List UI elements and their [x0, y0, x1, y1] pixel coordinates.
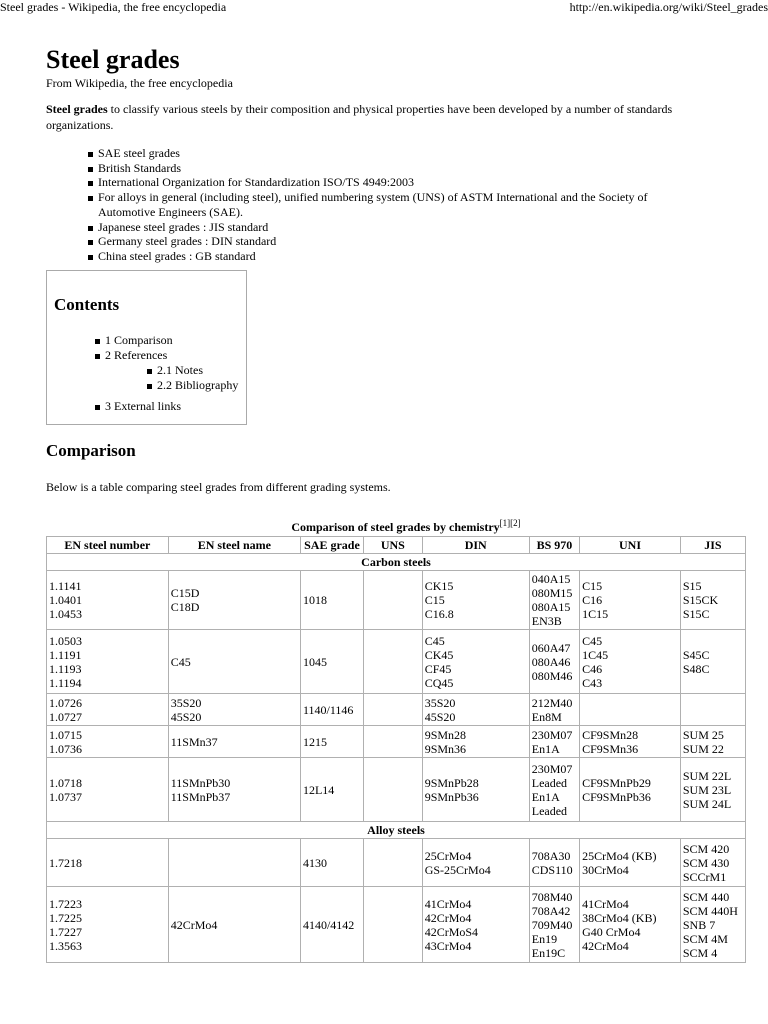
table-cell: 4130: [300, 839, 363, 887]
table-row: [47, 839, 746, 887]
caption-references[interactable]: [1][2]: [499, 518, 521, 528]
group-row: [47, 822, 746, 839]
table-header-row: [47, 537, 746, 554]
column-header: EN steel name: [168, 537, 300, 554]
toc-item-notes[interactable]: 2.1 Notes: [157, 363, 238, 378]
table-caption: [46, 518, 766, 535]
table-cell: 708A30 CDS110: [529, 839, 579, 887]
table-cell: SUM 22L SUM 23L SUM 24L: [680, 758, 745, 822]
table-cell: C45 CK45 CF45 CQ45: [422, 630, 529, 694]
table-cell: 230M07 Leaded En1A Leaded: [529, 758, 579, 822]
browser-url[interactable]: http://en.wikipedia.org/wiki/Steel_grades: [569, 0, 768, 14]
toc-list: [105, 333, 238, 414]
table-cell: 25CrMo4 GS-25CrMo4: [422, 839, 529, 887]
column-header: EN steel number: [47, 537, 169, 554]
standards-list-item[interactable]: Japanese steel grades : JIS standard: [98, 220, 698, 235]
table-cell: 1215: [300, 726, 363, 758]
table-cell: CF9SMnPb29 CF9SMnPb36: [580, 758, 681, 822]
section-heading-comparison: Comparison: [46, 441, 136, 460]
table-cell: 12L14: [300, 758, 363, 822]
table-row: [47, 630, 746, 694]
column-header: BS 970: [529, 537, 579, 554]
column-header: SAE grade: [300, 537, 363, 554]
intro-text: to classify various steels by their composition and physical properties have been developed by a number of standards organizations.: [46, 102, 673, 132]
table-cell: C45 1C45 C46 C43: [580, 630, 681, 694]
toc-item-bibliography[interactable]: 2.2 Bibliography: [157, 378, 239, 392]
standards-list-item[interactable]: Germany steel grades : DIN standard: [98, 234, 698, 249]
toc-item-label[interactable]: 2 References: [105, 348, 168, 362]
column-header: JIS: [680, 537, 745, 554]
toc-item-references[interactable]: [105, 348, 238, 393]
intro-bold-term: Steel grades: [46, 102, 108, 116]
page-subtitle: From Wikipedia, the free encyclopedia: [46, 76, 233, 90]
table-cell: S45C S48C: [680, 630, 745, 694]
column-header: UNS: [363, 537, 422, 554]
table-cell: 11SMnPb30 11SMnPb37: [168, 758, 300, 822]
group-label: Alloy steels: [47, 822, 746, 839]
column-header: DIN: [422, 537, 529, 554]
table-cell: SCM 440 SCM 440H SNB 7 SCM 4M SCM 4: [680, 887, 745, 963]
steel-grades-table: [46, 536, 746, 963]
table-cell: [363, 630, 422, 694]
table-cell: [363, 758, 422, 822]
table-cell: 060A47 080A46 080M46: [529, 630, 579, 694]
table-cell: 1.0726 1.0727: [47, 694, 169, 726]
standards-list-item[interactable]: For alloys in general (including steel), unified numbering system (UNS) of ASTM International and the Society of Automotive Engineers (SAE).: [98, 190, 698, 219]
table-cell: C15D C18D: [168, 571, 300, 630]
table-cell: 1140/1146: [300, 694, 363, 726]
table-cell: SCM 420 SCM 430 SCCrM1: [680, 839, 745, 887]
table-cell: 4140/4142: [300, 887, 363, 963]
table-row: [47, 694, 746, 726]
table-body: [47, 554, 746, 963]
table-cell: 1045: [300, 630, 363, 694]
table-cell: [363, 887, 422, 963]
table-of-contents: [46, 270, 247, 425]
table-cell: 35S20 45S20: [168, 694, 300, 726]
table-cell: SUM 25 SUM 22: [680, 726, 745, 758]
caption-text: Comparison of steel grades by chemistry: [291, 520, 500, 534]
table-cell: 1.1141 1.0401 1.0453: [47, 571, 169, 630]
standards-list: [98, 146, 698, 264]
comparison-text: Below is a table comparing steel grades from different grading systems.: [46, 480, 391, 494]
table-row: [47, 758, 746, 822]
table-cell: 9SMnPb28 9SMnPb36: [422, 758, 529, 822]
page-title: Steel grades: [46, 45, 180, 74]
table-cell: 1.0715 1.0736: [47, 726, 169, 758]
table-cell: CF9SMn28 CF9SMn36: [580, 726, 681, 758]
table-header: [47, 537, 746, 554]
table-cell: S15 S15CK S15C: [680, 571, 745, 630]
table-cell: C15 C16 1C15: [580, 571, 681, 630]
table-cell: 708M40 708A42 709M40 En19 En19C: [529, 887, 579, 963]
standards-list-item[interactable]: SAE steel grades: [98, 146, 698, 161]
table-cell: 1.7223 1.7225 1.7227 1.3563: [47, 887, 169, 963]
table-cell: C45: [168, 630, 300, 694]
table-cell: 1018: [300, 571, 363, 630]
table-cell: 040A15 080M15 080A15 EN3B: [529, 571, 579, 630]
table-row: [47, 726, 746, 758]
table-cell: [363, 726, 422, 758]
table-row: [47, 571, 746, 630]
table-cell: 41CrMo4 38CrMo4 (KB) G40 CrMo4 42CrMo4: [580, 887, 681, 963]
table-cell: [680, 694, 745, 726]
table-cell: 212M40 En8M: [529, 694, 579, 726]
table-cell: [580, 694, 681, 726]
intro-paragraph: [46, 101, 726, 133]
table-cell: 25CrMo4 (KB) 30CrMo4: [580, 839, 681, 887]
table-cell: [363, 839, 422, 887]
standards-list-item[interactable]: International Organization for Standardization ISO/TS 4949:2003: [98, 175, 698, 190]
toc-heading: Contents: [54, 295, 120, 314]
group-label: Carbon steels: [47, 554, 746, 571]
table-cell: CK15 C15 C16.8: [422, 571, 529, 630]
toc-item-external-links[interactable]: 3 External links: [105, 399, 238, 414]
toc-item-comparison[interactable]: 1 Comparison: [105, 333, 238, 348]
table-cell: 42CrMo4: [168, 887, 300, 963]
table-cell: 9SMn28 9SMn36: [422, 726, 529, 758]
standards-list-item[interactable]: British Standards: [98, 161, 698, 176]
table-cell: [363, 571, 422, 630]
standards-list-item[interactable]: China steel grades : GB standard: [98, 249, 698, 264]
table-cell: 11SMn37: [168, 726, 300, 758]
table-cell: 1.0503 1.1191 1.1193 1.1194: [47, 630, 169, 694]
table-cell: 41CrMo4 42CrMo4 42CrMoS4 43CrMo4: [422, 887, 529, 963]
group-row: [47, 554, 746, 571]
table-cell: 1.7218: [47, 839, 169, 887]
table-cell: [168, 839, 300, 887]
column-header: UNI: [580, 537, 681, 554]
table-cell: 230M07 En1A: [529, 726, 579, 758]
table-row: [47, 887, 746, 963]
browser-page-title: Steel grades - Wikipedia, the free encyclopedia: [0, 0, 227, 14]
table-cell: 35S20 45S20: [422, 694, 529, 726]
table-cell: [363, 694, 422, 726]
toc-sublist: [157, 363, 238, 393]
table-cell: 1.0718 1.0737: [47, 758, 169, 822]
